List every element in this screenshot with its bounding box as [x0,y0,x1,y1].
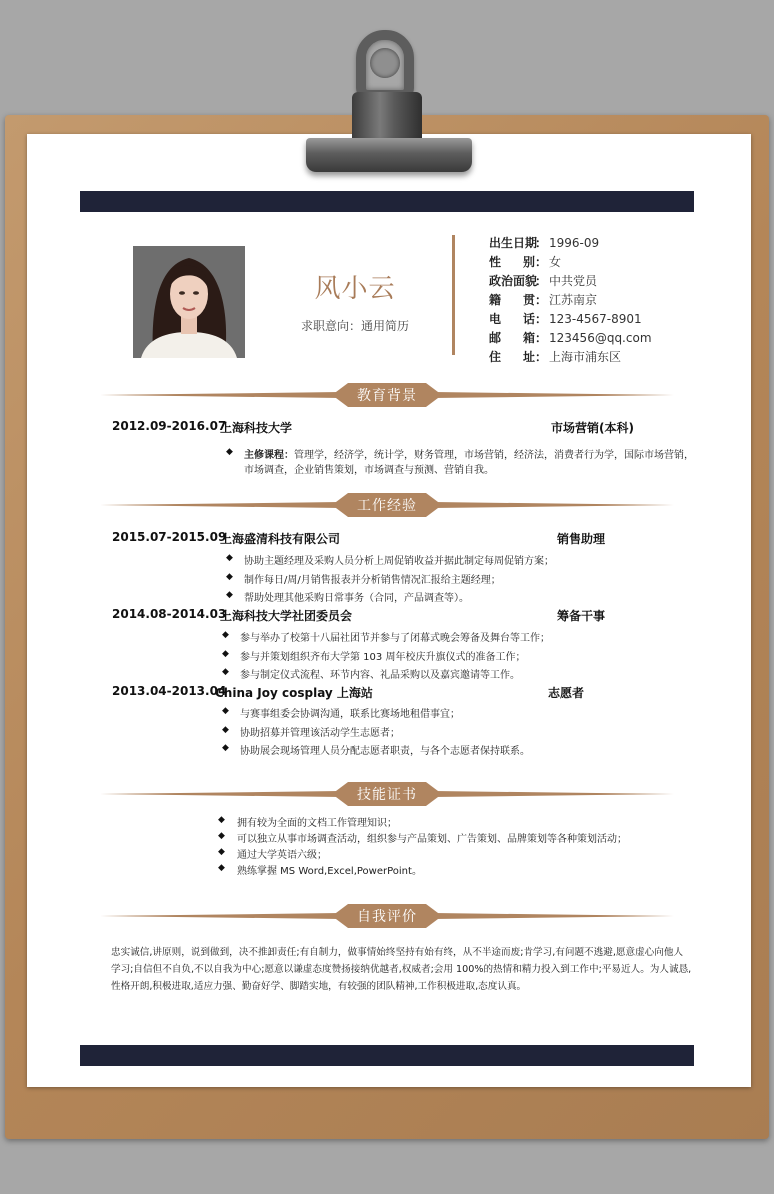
info-birth: 出生日期： 1996-09 [489,236,600,250]
personal-info [489,234,652,367]
bullet-icon: ◆ [218,815,225,825]
skill-item: 拥有较为全面的文档工作管理知识； [237,818,397,829]
job-item: 制作每日/周/月销售报表并分析销售情况汇报给主题经理； [244,575,501,586]
job-item: 参与并策划组织齐布大学第 103 周年校庆升旗仪式的准备工作； [240,652,526,663]
job-role: 销售助理 [557,532,606,546]
info-political: 政治面貌： 中共党员 [489,274,598,288]
skill-item: 熟练掌握 MS Word,Excel,PowerPoint。 [237,866,422,877]
top-navy-bar [80,191,694,212]
section-header-work [100,491,674,519]
self-eval-line3: 性格开朗,积极进取,适应力强、勤奋好学、脚踏实地，有较强的团队精神,工作积极进取,态度认真。 [111,981,527,992]
job-item: 协助招募并管理该活动学生志愿者； [240,728,400,739]
job-item: 参与举办了校第十八届社团节并参与了闭幕式晚会筹备及舞台等工作； [240,633,550,644]
bullet-icon: ◆ [222,649,229,659]
job-item: 协助主题经理及采购人员分析上周促销收益并据此制定每周促销方案； [244,556,554,567]
job-date: 2014.08-2014.03 [112,607,227,621]
job-org: 上海盛清科技有限公司 [220,532,341,546]
edu-school: 上海科技大学 [220,421,293,435]
edu-major: 市场营销(本科) [551,421,634,435]
self-eval-line2: 学习;自信但不自负,不以自我为中心;愿意以谦虚态度赞扬接纳优越者,权威者;会用 100%的热情和精力投入到工作中;平易近人。为人诚恳, [111,964,692,975]
skill-item: 通过大学英语六级； [237,850,327,861]
info-address: 住址： 上海市浦东区 [489,350,622,364]
section-title: 工作经验 [357,498,417,514]
bullet-icon: ◆ [226,572,233,582]
binder-clip-hole [370,48,400,78]
job-item: 与赛事组委会协调沟通，联系比赛场地租借事宜； [240,709,460,720]
job-item: 帮助处理其他采购日常事务（合同，产品调查等）。 [244,593,469,604]
portrait-image [133,246,245,358]
section-header-skills [100,780,674,808]
info-phone: 电话： 123-4567-8901 [489,312,642,326]
job-item: 参与制定仪式流程、环节内容、礼品采购以及嘉宾邀请等工作。 [240,670,520,681]
bullet-icon: ◆ [222,743,229,753]
bullet-icon: ◆ [218,831,225,841]
job-org: China Joy cosplay 上海站 [215,686,373,700]
bullet-icon: ◆ [226,590,233,600]
skill-item: 可以独立从事市场调查活动，组织参与产品策划、广告策划、品牌策划等各种策划活动； [237,834,627,845]
binder-clip-base [306,138,472,172]
bottom-navy-bar [80,1045,694,1066]
section-title: 技能证书 [357,787,417,803]
header-divider [452,235,455,355]
section-title: 自我评价 [357,909,417,925]
info-hometown: 籍贯： 江苏南京 [489,293,598,307]
job-date: 2015.07-2015.09 [112,530,227,544]
job-role: 志愿者 [548,686,585,700]
section-header-self [100,902,674,930]
bullet-icon: ◆ [218,863,225,873]
info-email: 邮箱： 123456@qq.com [489,331,652,345]
edu-courses-line2: 市场调查，企业销售策划，市场调查与预测、营销自我。 [244,465,494,476]
profile-photo [133,246,245,358]
job-item: 协助展会现场管理人员分配志愿者职责，与各个志愿者保持联系。 [240,746,530,757]
candidate-name: 风小云 [314,274,396,304]
info-gender: 性别： 女 [489,255,562,269]
bullet-icon: ◆ [226,447,233,457]
bullet-icon: ◆ [222,667,229,677]
self-eval-line1: 忠实诚信,讲原则，说到做到，决不推卸责任;有自制力，做事情始终坚持有始有终，从不半途而废;肯学习,有问题不逃避,愿意虚心向他人 [111,947,684,958]
bullet-icon: ◆ [222,725,229,735]
section-header-education [100,381,674,409]
edu-date: 2012.09-2016.07 [112,419,227,433]
section-title: 教育背景 [357,388,417,404]
bullet-icon: ◆ [222,706,229,716]
job-date: 2013.04-2013.04 [112,684,227,698]
bullet-icon: ◆ [222,630,229,640]
bullet-icon: ◆ [226,553,233,563]
job-org: 上海科技大学社团委员会 [220,609,353,623]
edu-courses-line1: 主修课程：管理学，经济学，统计学，财务管理，市场营销，经济法，消费者行为学，国际市场营销， [244,450,694,461]
job-role: 筹备干事 [557,609,606,623]
bullet-icon: ◆ [218,847,225,857]
job-intent: 求职意向：通用简历 [300,319,409,333]
